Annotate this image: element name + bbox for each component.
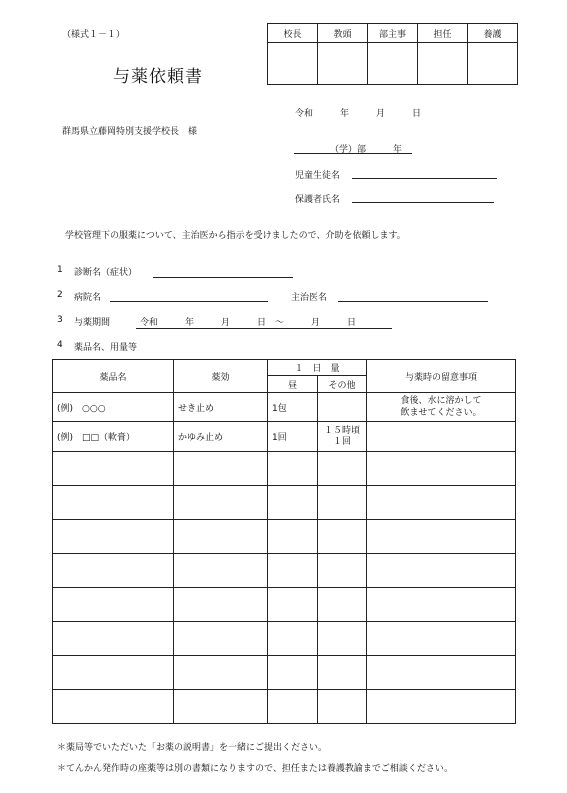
example-notes (367, 393, 516, 422)
note-line: 飲ませてください。 (400, 408, 482, 418)
cell-other-input[interactable] (318, 554, 367, 588)
table-row (53, 554, 516, 588)
table-row (53, 622, 516, 656)
cell-noon-input[interactable] (268, 690, 318, 724)
stamp-box-nurse[interactable] (468, 43, 518, 85)
cell-noon-input[interactable] (268, 588, 318, 622)
table-row (53, 422, 516, 452)
example-other (318, 422, 367, 452)
col-header-other: その他 (318, 376, 367, 393)
note-line: 食後、水に溶かして (400, 396, 482, 406)
example-effect: せき止め (174, 393, 268, 422)
other-line: １回 (332, 436, 351, 447)
cell-effect-input[interactable] (174, 622, 268, 656)
table-row (53, 588, 516, 622)
cell-notes-input[interactable] (367, 520, 516, 554)
cell-other-input[interactable] (318, 622, 367, 656)
example-other (318, 393, 367, 422)
period-label: 与薬期間 (74, 318, 111, 328)
doctor-label: 主治医名 (291, 293, 328, 303)
hospital-label: 病院名 (74, 293, 102, 303)
approval-header: 校長 (268, 24, 318, 43)
col-header-effect: 薬効 (174, 360, 268, 393)
date-line: 令和 年 月 日 (295, 109, 422, 119)
cell-notes-input[interactable] (367, 622, 516, 656)
item-number: 3 (57, 315, 63, 325)
example-noon: 1包 (268, 393, 318, 422)
cell-noon-input[interactable] (268, 554, 318, 588)
other-line: １５時頃 (323, 425, 360, 436)
example-noon: 1回 (268, 422, 318, 452)
cell-name-input[interactable] (53, 622, 174, 656)
cell-effect-input[interactable] (174, 690, 268, 724)
addressee: 群馬県立藤岡特別支援学校長 様 (62, 127, 198, 137)
table-row (53, 393, 516, 422)
period-dates: 令和 年 月 日 ～ 月 日 (140, 318, 357, 328)
dept-grade-label: （学）部 年 (330, 145, 403, 155)
table-row (53, 690, 516, 724)
cell-effect-input[interactable] (174, 554, 268, 588)
cell-noon-input[interactable] (268, 486, 318, 520)
example-name: (例) □□（軟膏） (53, 422, 174, 452)
cell-other-input[interactable] (318, 588, 367, 622)
cell-notes-input[interactable] (367, 690, 516, 724)
cell-notes-input[interactable] (367, 554, 516, 588)
approval-header: 教頭 (318, 24, 368, 43)
cell-noon-input[interactable] (268, 656, 318, 690)
request-statement: 学校管理下の服薬について、主治医から指示を受けましたので、介助を依頼します。 (65, 231, 406, 241)
cell-name-input[interactable] (53, 452, 174, 486)
item-number: 1 (57, 265, 63, 275)
period-field[interactable] (136, 328, 392, 329)
example-name: (例) ○○○ (53, 393, 174, 422)
cell-other-input[interactable] (318, 452, 367, 486)
item-number: 4 (57, 340, 63, 350)
cell-name-input[interactable] (53, 656, 174, 690)
student-name-label: 児童生徒名 (295, 171, 341, 181)
table-row (53, 520, 516, 554)
page-title: 与薬依頼書 (113, 67, 203, 87)
cell-noon-input[interactable] (268, 622, 318, 656)
approval-stamp-table (267, 23, 518, 85)
col-header-noon: 昼 (268, 376, 318, 393)
cell-notes-input[interactable] (367, 656, 516, 690)
cell-effect-input[interactable] (174, 520, 268, 554)
stamp-box-dept-head[interactable] (368, 43, 418, 85)
cell-name-input[interactable] (53, 520, 174, 554)
example-notes (367, 422, 516, 452)
medicine-table (52, 359, 516, 724)
stamp-box-principal[interactable] (268, 43, 318, 85)
col-header-name: 薬品名 (53, 360, 174, 393)
diagnosis-label: 診断名（症状） (74, 268, 138, 278)
cell-noon-input[interactable] (268, 452, 318, 486)
hospital-field[interactable] (110, 301, 268, 302)
cell-name-input[interactable] (53, 486, 174, 520)
table-row (53, 486, 516, 520)
cell-effect-input[interactable] (174, 588, 268, 622)
approval-header: 担任 (418, 24, 468, 43)
cell-name-input[interactable] (53, 554, 174, 588)
approval-header: 部主事 (368, 24, 418, 43)
approval-header: 養護 (468, 24, 518, 43)
cell-noon-input[interactable] (268, 520, 318, 554)
footnote: ＊薬局等でいただいた「お薬の説明書」を一緒にご提出ください。 (57, 743, 328, 753)
form-number: （様式１－１） (62, 30, 126, 40)
table-row (53, 452, 516, 486)
cell-name-input[interactable] (53, 690, 174, 724)
col-header-notes: 与薬時の留意事項 (367, 360, 516, 393)
cell-notes-input[interactable] (367, 486, 516, 520)
cell-other-input[interactable] (318, 656, 367, 690)
doctor-field[interactable] (338, 301, 488, 302)
example-effect: かゆみ止め (174, 422, 268, 452)
cell-effect-input[interactable] (174, 656, 268, 690)
student-name-field[interactable] (352, 178, 497, 179)
medicine-section-label: 薬品名、用量等 (74, 343, 138, 353)
table-row (53, 656, 516, 690)
cell-other-input[interactable] (318, 690, 367, 724)
guardian-name-label: 保護者氏名 (295, 195, 341, 205)
footnote: ＊てんかん発作時の座薬等は別の書類になりますので、担任または養護教諭までご相談ください。 (57, 764, 453, 774)
cell-effect-input[interactable] (174, 486, 268, 520)
stamp-box-vice-principal[interactable] (318, 43, 368, 85)
guardian-name-field[interactable] (352, 202, 494, 203)
col-header-daily: １ 日 量 (268, 360, 367, 376)
stamp-box-homeroom[interactable] (418, 43, 468, 85)
cell-notes-input[interactable] (367, 452, 516, 486)
cell-name-input[interactable] (53, 588, 174, 622)
cell-other-input[interactable] (318, 520, 367, 554)
cell-notes-input[interactable] (367, 588, 516, 622)
item-number: 2 (57, 290, 63, 300)
diagnosis-field[interactable] (153, 277, 293, 278)
cell-other-input[interactable] (318, 486, 367, 520)
cell-effect-input[interactable] (174, 452, 268, 486)
dept-grade-field[interactable] (294, 153, 412, 154)
